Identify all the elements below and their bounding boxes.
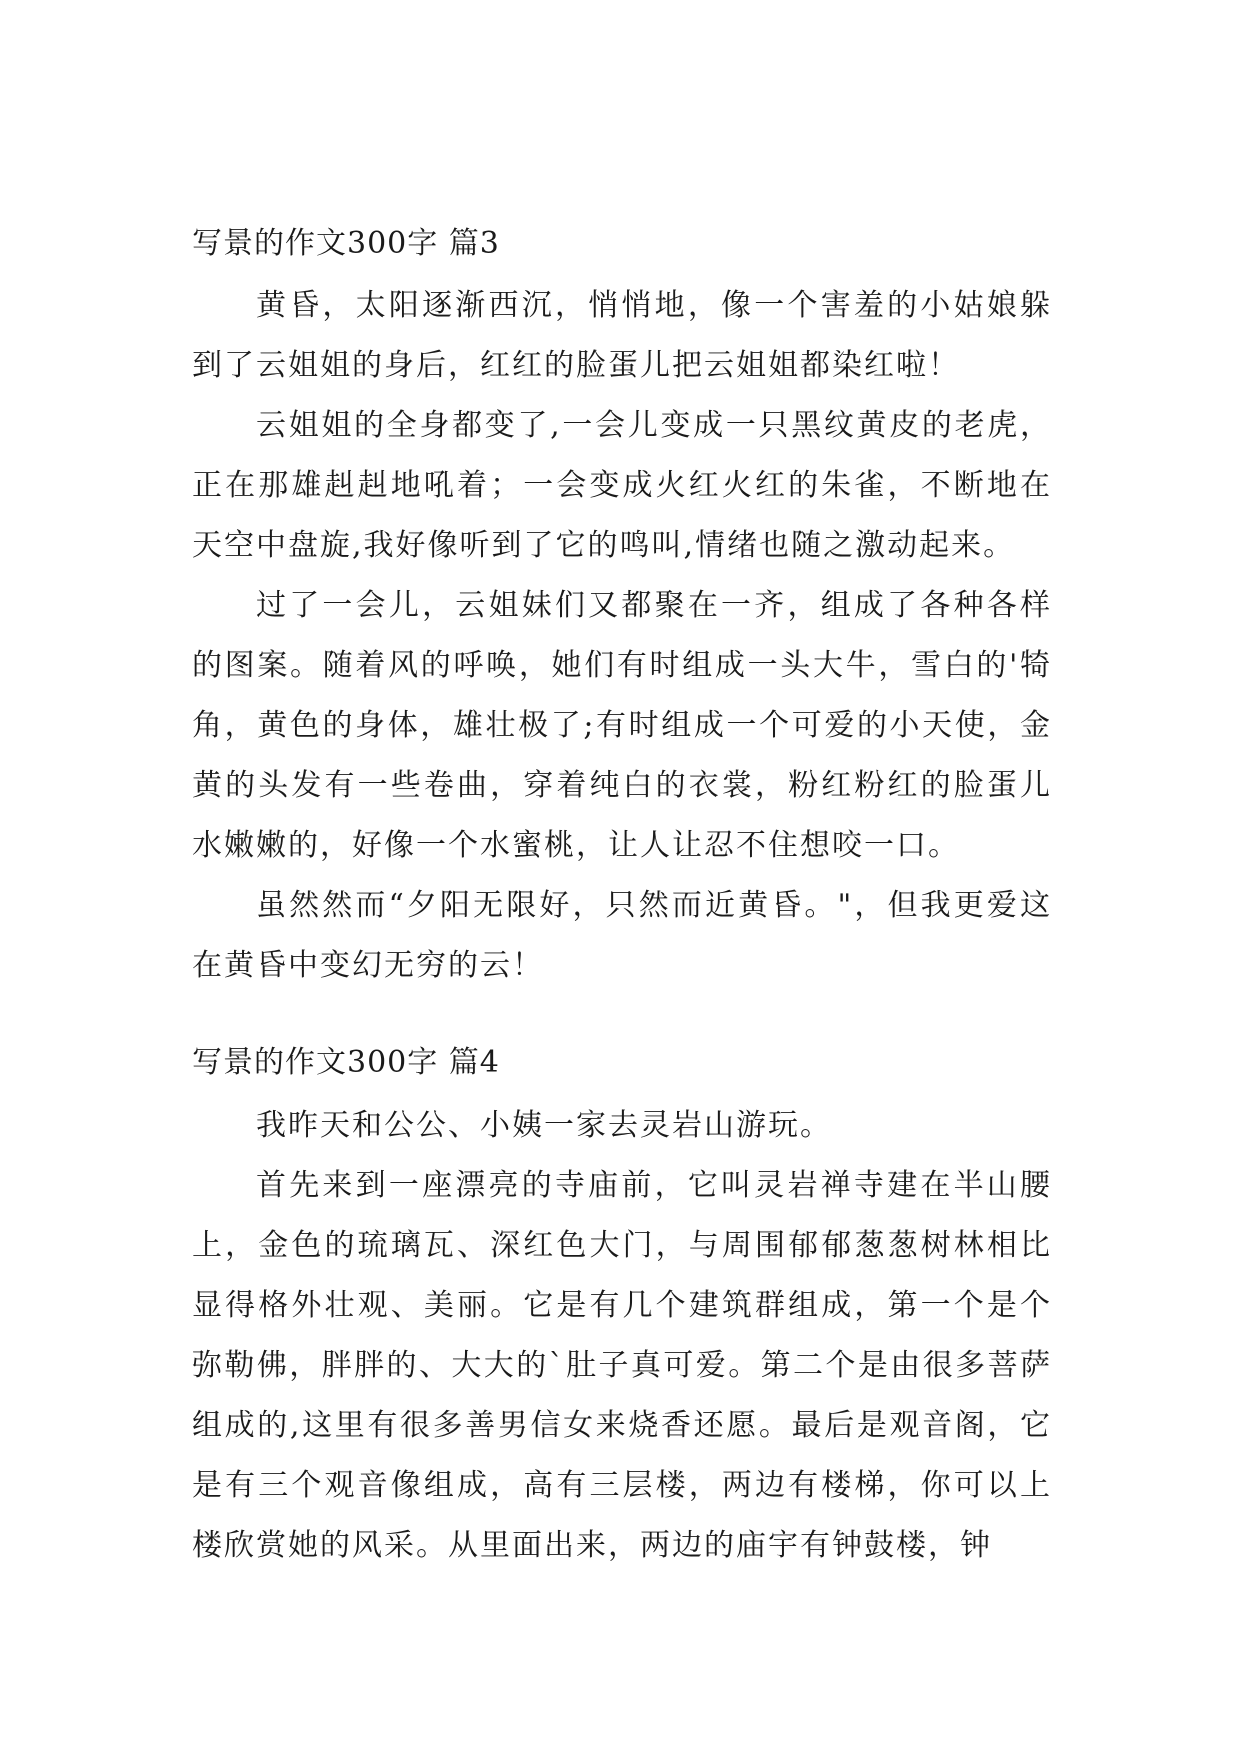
document-page <box>192 0 1052 1754</box>
section-body <box>192 1096 1052 1576</box>
paragraph: 首先来到一座漂亮的寺庙前，它叫灵岩禅寺建在半山腰上，金色的琉璃瓦、深红色大门，与周围郁郁葱葱树林相比显得格外壮观、美丽。它是有几个建筑群组成，第一个是个弥勒佛，胖胖的、大大的`肚子真可爱。第二个是由很多菩萨组成的,这里有很多善男信女来烧香还愿。最后是观音阁，它是有三个观音像组成，高有三层楼，两边有楼梯，你可以上楼欣赏她的风采。从里面出来，两边的庙宇有钟鼓楼，钟 <box>192 1168 1052 1563</box>
paragraph: 我昨天和公公、小姨一家去灵岩山游玩。 <box>256 1108 832 1143</box>
section-heading: 写景的作文300字 篇4 <box>192 1045 500 1080</box>
paragraph: 云姐姐的全身都变了,一会儿变成一只黑纹黄皮的老虎，正在那雄赳赳地吼着；一会变成火红火红的朱雀，不断地在天空中盘旋,我好像听到了它的鸣叫,情绪也随之激动起来。 <box>192 408 1052 563</box>
paragraph: 过了一会儿，云姐妹们又都聚在一齐，组成了各种各样的图案。随着风的呼唤，她们有时组成一头大牛，雪白的'犄角，黄色的身体，雄壮极了;有时组成一个可爱的小天使，金黄的头发有一些卷曲，穿着纯白的衣裳，粉红粉红的脸蛋儿水嫩嫩的，好像一个水蜜桃，让人让忍不住想咬一口。 <box>192 588 1052 863</box>
paragraph: 虽然然而“夕阳无限好，只然而近黄昏。"，但我更爱这在黄昏中变幻无穷的云！ <box>192 888 1052 983</box>
paragraph: 黄昏，太阳逐渐西沉，悄悄地，像一个害羞的小姑娘躲到了云姐姐的身后，红红的脸蛋儿把云姐姐都染红啦！ <box>192 288 1052 383</box>
section-heading: 写景的作文300字 篇3 <box>192 226 500 261</box>
section-body <box>192 276 1052 996</box>
